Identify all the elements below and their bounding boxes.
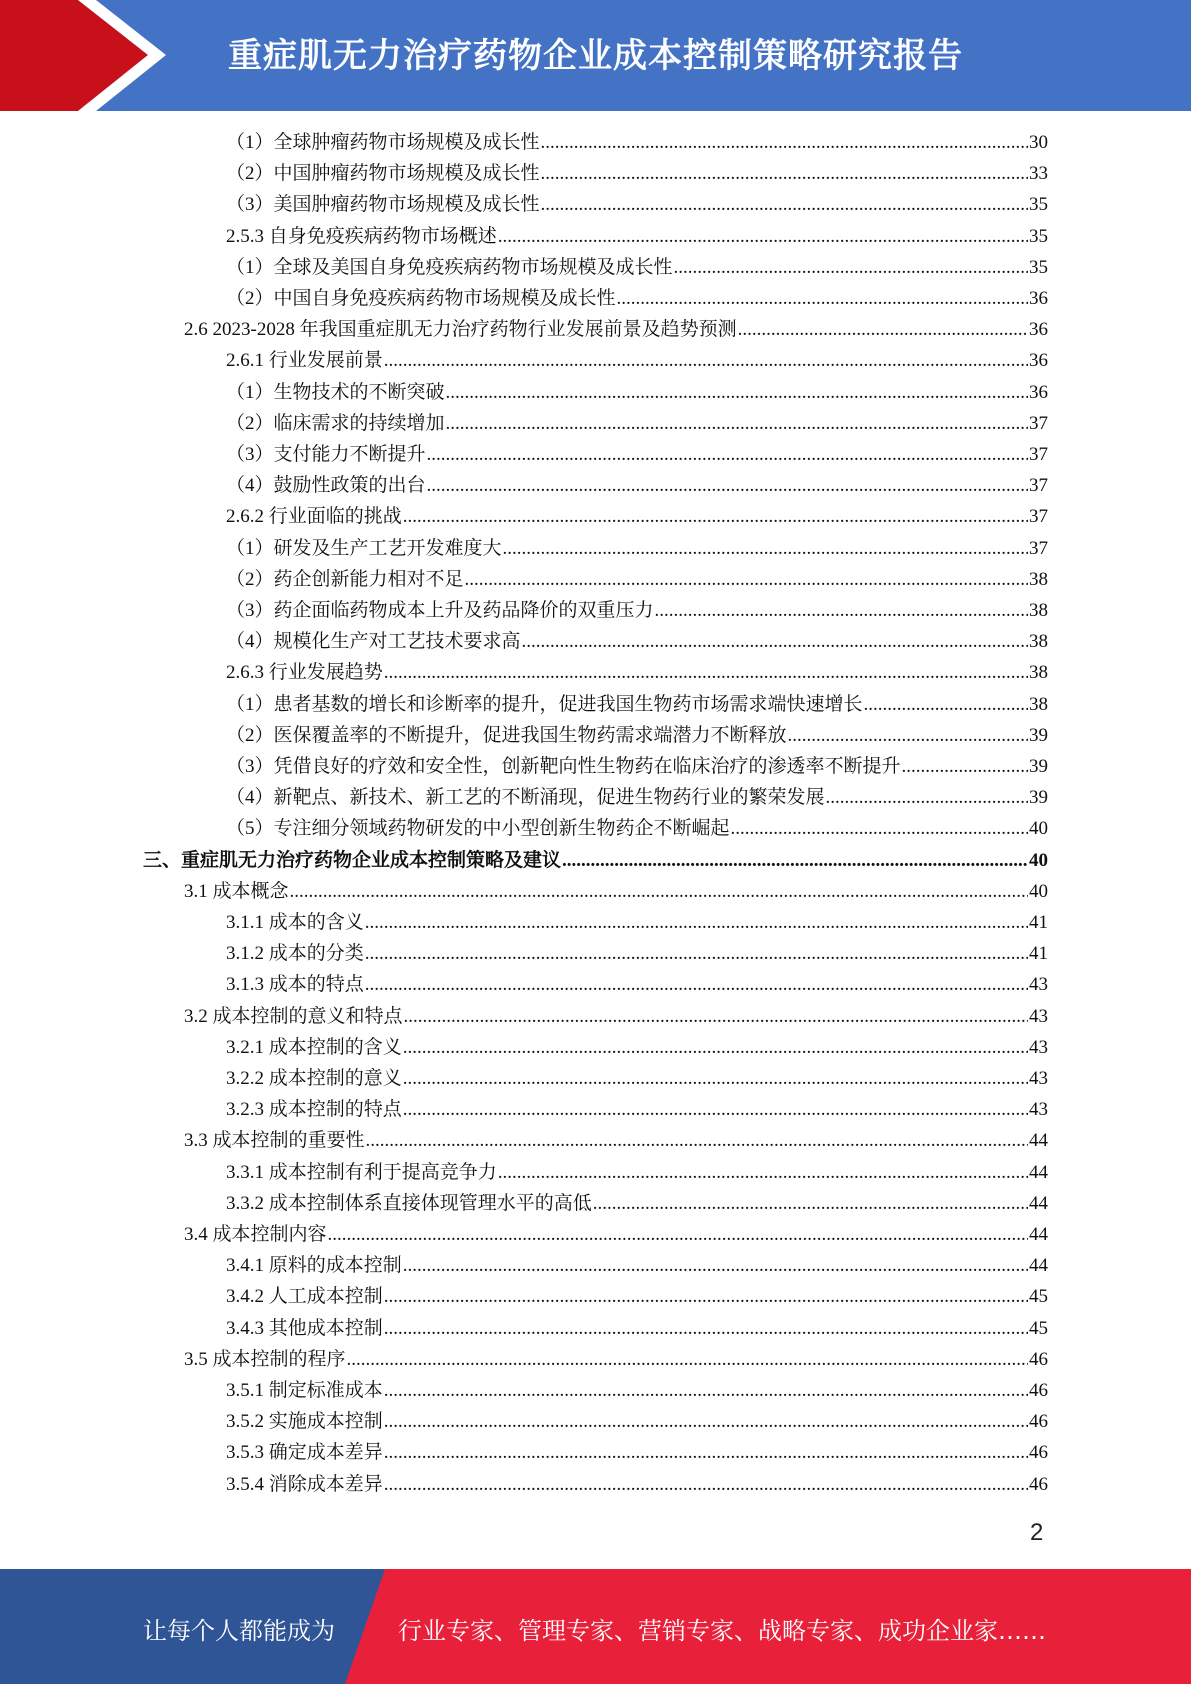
toc-entry[interactable]: [226, 595, 1048, 626]
toc-entry-title: 3.4.2 人工成本控制: [226, 1286, 383, 1308]
toc-entry-title: 3.3.1 成本控制有利于提高竞争力: [226, 1161, 497, 1183]
toc-entry[interactable]: [226, 969, 1048, 1000]
toc-leader-dots: [541, 189, 1028, 220]
toc-entry[interactable]: [184, 1344, 1048, 1375]
toc-entry[interactable]: [226, 1032, 1048, 1063]
toc-leader-dots: [617, 283, 1028, 314]
toc-entry[interactable]: [226, 1157, 1048, 1188]
toc-entry[interactable]: [226, 1469, 1048, 1500]
toc-entry[interactable]: [226, 689, 1048, 720]
toc-entry-title: 3.4.1 原料的成本控制: [226, 1255, 402, 1277]
toc-entry-page: 30: [1029, 132, 1048, 153]
toc-entry[interactable]: [226, 813, 1048, 844]
toc-entry-title: （3）凭借良好的疗效和安全性，创新靶向性生物药在临床治疗的渗透率不断提升: [226, 756, 901, 777]
toc-entry[interactable]: [226, 1313, 1048, 1344]
toc-entry[interactable]: [226, 657, 1048, 688]
toc-entry-title: （3）药企面临药物成本上升及药品降价的双重压力: [226, 600, 654, 621]
toc-entry-page: 39: [1029, 787, 1048, 809]
toc-entry[interactable]: [226, 501, 1048, 532]
toc-leader-dots: [365, 907, 1028, 938]
toc-leader-dots: [384, 657, 1028, 688]
toc-entry-page: 46: [1029, 1411, 1048, 1433]
toc-leader-dots: [738, 314, 1028, 345]
toc-entry[interactable]: [226, 377, 1048, 408]
toc-entry[interactable]: [226, 221, 1048, 252]
toc-entry-page: 45: [1029, 1286, 1048, 1308]
toc-entry-title: （1）生物技术的不断突破: [226, 381, 445, 403]
toc-entry-title: （3）美国肿瘤药物市场规模及成长性: [226, 194, 540, 216]
toc-entry-title: 3.3 成本控制的重要性: [184, 1130, 365, 1152]
toc-leader-dots: [674, 252, 1028, 283]
toc-leader-dots: [465, 564, 1028, 595]
toc-entry-title: 3.5 成本控制的程序: [184, 1348, 346, 1370]
toc-entry[interactable]: [184, 876, 1048, 907]
toc-entry-page: 36: [1029, 319, 1048, 341]
toc-entry-page: 38: [1029, 693, 1048, 715]
toc-entry-title: （4）新靶点、新技术、新工艺的不断涌现，促进生物药行业的繁荣发展: [226, 787, 825, 809]
toc-entry-title: 3.5.4 消除成本差异: [226, 1473, 383, 1495]
toc-leader-dots: [403, 1094, 1028, 1125]
toc-entry-title: 三、重症肌无力治疗药物企业成本控制策略及建议: [143, 849, 562, 871]
toc-entry[interactable]: [226, 189, 1048, 220]
toc-entry-page: 38: [1029, 568, 1048, 590]
toc-entry[interactable]: [226, 1406, 1048, 1437]
toc-leader-dots: [403, 1063, 1028, 1094]
toc-entry-page: 46: [1029, 1380, 1048, 1401]
toc-entry-title: 3.3.2 成本控制体系直接体现管理水平的高低: [226, 1192, 592, 1214]
toc-entry[interactable]: [226, 439, 1048, 470]
toc-entry-page: 37: [1029, 475, 1048, 497]
toc-entry-page: 37: [1029, 412, 1048, 434]
toc-leader-dots: [788, 720, 1028, 751]
toc-entry-page: 41: [1029, 912, 1048, 933]
toc-leader-dots: [427, 470, 1028, 501]
toc-entry-page: 43: [1029, 1036, 1048, 1058]
toc-entry-page: 46: [1029, 1442, 1048, 1464]
toc-entry-title: （4）规模化生产对工艺技术要求高: [226, 631, 521, 653]
toc-entry-page: 43: [1029, 1099, 1048, 1121]
toc-entry[interactable]: [143, 845, 1048, 876]
toc-leader-dots: [403, 501, 1028, 532]
toc-entry-page: 40: [1029, 849, 1048, 871]
toc-leader-dots: [403, 1032, 1028, 1063]
toc-leader-dots: [384, 1281, 1028, 1312]
toc-entry-page: 37: [1029, 537, 1048, 559]
toc-entry-title: 2.6.2 行业面临的挑战: [226, 506, 402, 528]
toc-entry-title: 3.2.2 成本控制的意义: [226, 1068, 402, 1089]
toc-entry-page: 44: [1029, 1224, 1048, 1245]
toc-entry-title: 3.2 成本控制的意义和特点: [184, 1005, 403, 1027]
toc-entry[interactable]: [226, 720, 1048, 751]
toc-entry-title: （1）患者基数的增长和诊断率的提升，促进我国生物药市场需求端快速增长: [226, 693, 863, 715]
page-number: 2: [1030, 1519, 1044, 1546]
toc-entry-page: 40: [1029, 880, 1048, 902]
toc-entry-title: 2.6.3 行业发展趋势: [226, 662, 383, 684]
toc-entry-page: 45: [1029, 1317, 1048, 1339]
toc-leader-dots: [593, 1188, 1028, 1219]
toc-leader-dots: [366, 1125, 1028, 1156]
toc-entry[interactable]: [226, 408, 1048, 439]
toc-entry-page: 44: [1029, 1130, 1048, 1152]
toc-entry[interactable]: [226, 345, 1048, 376]
toc-entry[interactable]: [184, 314, 1048, 345]
toc-leader-dots: [446, 408, 1028, 439]
toc-entry-title: 2.6 2023-2028 年我国重症肌无力治疗药物行业发展前景及趋势预测: [184, 319, 737, 341]
toc-entry-title: （4）鼓励性政策的出台: [226, 475, 426, 497]
toc-entry-page: 38: [1029, 600, 1048, 621]
toc-entry-title: （2）医保覆盖率的不断提升，促进我国生物药需求端潜力不断释放: [226, 724, 787, 746]
toc-leader-dots: [503, 533, 1028, 564]
toc-entry-page: 46: [1029, 1348, 1048, 1370]
toc-entry-title: （5）专注细分领域药物研发的中小型创新生物药企不断崛起: [226, 818, 730, 840]
toc-entry-page: 38: [1029, 662, 1048, 684]
toc-entry-page: 36: [1029, 350, 1048, 372]
toc-leader-dots: [655, 595, 1028, 626]
toc-entry[interactable]: [184, 1219, 1048, 1250]
toc-entry-page: 40: [1029, 818, 1048, 840]
toc-entry-title: 3.2.1 成本控制的含义: [226, 1036, 402, 1058]
toc-leader-dots: [403, 1250, 1028, 1281]
toc-entry-title: （2）中国肿瘤药物市场规模及成长性: [226, 163, 540, 185]
toc-leader-dots: [498, 1157, 1028, 1188]
toc-entry-page: 36: [1029, 288, 1048, 309]
toc-leader-dots: [446, 377, 1028, 408]
toc-entry-page: 44: [1029, 1255, 1048, 1277]
document-title: 重症肌无力治疗药物企业成本控制策略研究报告: [228, 36, 963, 76]
toc-entry-title: 3.5.1 制定标准成本: [226, 1380, 383, 1401]
toc-entry-page: 39: [1029, 756, 1048, 777]
toc-leader-dots: [902, 751, 1028, 782]
toc-entry[interactable]: [226, 470, 1048, 501]
toc-entry-title: 3.1 成本概念: [184, 880, 289, 902]
toc-entry-page: 44: [1029, 1161, 1048, 1183]
toc-leader-dots: [541, 127, 1028, 158]
toc-entry-title: （1）研发及生产工艺开发难度大: [226, 537, 502, 559]
toc-entry[interactable]: [226, 564, 1048, 595]
toc-entry[interactable]: [226, 127, 1048, 158]
toc-entry[interactable]: [226, 782, 1048, 813]
toc-entry-title: 3.5.3 确定成本差异: [226, 1442, 383, 1464]
toc-leader-dots: [864, 689, 1028, 720]
toc-leader-dots: [384, 1469, 1028, 1500]
toc-entry[interactable]: [226, 1281, 1048, 1312]
toc-leader-dots: [404, 1001, 1028, 1032]
toc-entry[interactable]: [226, 751, 1048, 782]
toc-leader-dots: [562, 845, 1028, 876]
footer-slogan-right: 行业专家、管理专家、营销专家、战略专家、成功企业家……: [398, 1617, 1046, 1645]
toc-entry[interactable]: [226, 158, 1048, 189]
toc-entry-title: 3.5.2 实施成本控制: [226, 1411, 383, 1433]
toc-entry-page: 43: [1029, 1005, 1048, 1027]
toc-entry[interactable]: [184, 1125, 1048, 1156]
toc-leader-dots: [498, 221, 1028, 252]
toc-leader-dots: [347, 1344, 1028, 1375]
toc-entry[interactable]: [226, 1250, 1048, 1281]
toc-leader-dots: [328, 1219, 1028, 1250]
toc-entry-title: 2.5.3 自身免疫疾病药物市场概述: [226, 225, 497, 247]
toc-leader-dots: [826, 782, 1028, 813]
toc-leader-dots: [384, 1406, 1028, 1437]
toc-leader-dots: [427, 439, 1028, 470]
toc-entry-page: 41: [1029, 943, 1048, 965]
toc-entry-title: 3.4 成本控制内容: [184, 1224, 327, 1245]
toc-leader-dots: [365, 938, 1028, 969]
toc-entry[interactable]: [226, 533, 1048, 564]
toc-leader-dots: [384, 1437, 1028, 1468]
toc-entry-page: 33: [1029, 163, 1048, 185]
toc-entry[interactable]: [226, 1375, 1048, 1406]
toc-entry[interactable]: [226, 907, 1048, 938]
toc-entry-page: 37: [1029, 506, 1048, 528]
toc-entry[interactable]: [226, 626, 1048, 657]
toc-entry-title: 3.1.2 成本的分类: [226, 943, 364, 965]
toc-entry-page: 35: [1029, 225, 1048, 247]
toc-entry-title: （2）药企创新能力相对不足: [226, 568, 464, 590]
toc-entry-page: 37: [1029, 444, 1048, 465]
toc-entry-page: 43: [1029, 974, 1048, 996]
toc-entry[interactable]: [226, 1188, 1048, 1219]
toc-entry-title: （1）全球肿瘤药物市场规模及成长性: [226, 132, 540, 153]
toc-entry-title: （1）全球及美国自身免疫疾病药物市场规模及成长性: [226, 256, 673, 278]
toc-entry[interactable]: [226, 1437, 1048, 1468]
toc-leader-dots: [290, 876, 1028, 907]
toc-entry-page: 43: [1029, 1068, 1048, 1089]
toc-leader-dots: [365, 969, 1028, 1000]
toc-leader-dots: [384, 345, 1028, 376]
page-footer: [0, 1569, 1191, 1684]
toc-entry-title: （2）中国自身免疫疾病药物市场规模及成长性: [226, 288, 616, 309]
toc-entry-page: 35: [1029, 194, 1048, 216]
toc-entry[interactable]: [226, 252, 1048, 283]
toc-entry-title: （2）临床需求的持续增加: [226, 412, 445, 434]
toc-entry-page: 44: [1029, 1192, 1048, 1214]
page-header: [0, 0, 1191, 111]
toc-entry-title: 3.1.3 成本的特点: [226, 974, 364, 996]
toc-entry[interactable]: [226, 1063, 1048, 1094]
toc-entry-title: （3）支付能力不断提升: [226, 444, 426, 465]
toc-entry-page: 38: [1029, 631, 1048, 653]
toc-entry-page: 36: [1029, 381, 1048, 403]
toc-leader-dots: [522, 626, 1028, 657]
toc-entry[interactable]: [226, 283, 1048, 314]
toc-entry-page: 35: [1029, 256, 1048, 278]
toc-entry-title: 3.1.1 成本的含义: [226, 912, 364, 933]
toc-entry-title: 2.6.1 行业发展前景: [226, 350, 383, 372]
toc-leader-dots: [384, 1313, 1028, 1344]
toc-entry[interactable]: [184, 1001, 1048, 1032]
toc-entry-title: 3.4.3 其他成本控制: [226, 1317, 383, 1339]
toc-entry-title: 3.2.3 成本控制的特点: [226, 1099, 402, 1121]
toc-entry[interactable]: [226, 1094, 1048, 1125]
footer-slogan-left: 让每个人都能成为: [143, 1617, 335, 1645]
toc-leader-dots: [384, 1375, 1028, 1406]
toc-entry-page: 46: [1029, 1473, 1048, 1495]
toc-leader-dots: [731, 813, 1028, 844]
toc-entry[interactable]: [226, 938, 1048, 969]
toc-leader-dots: [541, 158, 1028, 189]
toc-entry-page: 39: [1029, 724, 1048, 746]
